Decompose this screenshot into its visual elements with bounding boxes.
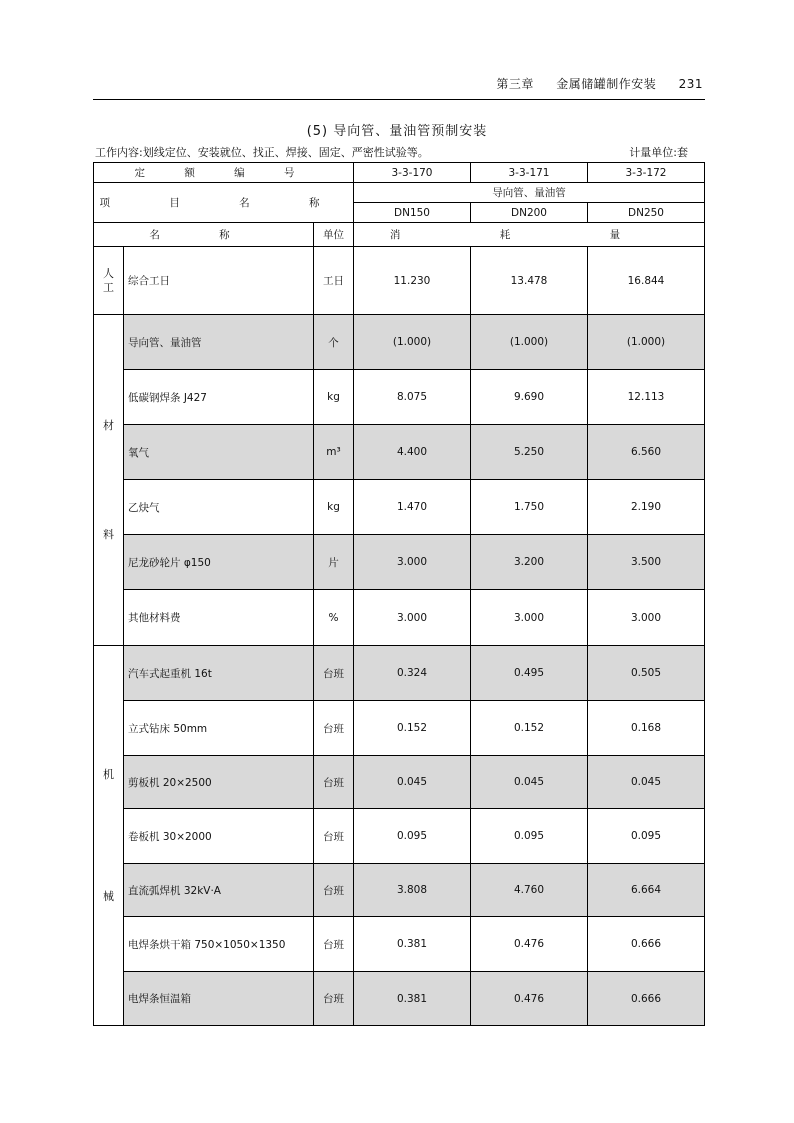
table-row <box>94 247 705 315</box>
table-row <box>94 701 705 756</box>
resource-unit: 台班 <box>314 646 354 701</box>
quota-code: 3-3-172 <box>588 163 705 183</box>
resource-name: 卷板机 30×2000 <box>124 809 314 864</box>
resource-value: 0.666 <box>588 917 705 972</box>
resource-value: 0.381 <box>354 917 471 972</box>
resource-value: 3.500 <box>588 535 705 590</box>
resource-name: 立式钻床 50mm <box>124 701 314 756</box>
resource-value: 12.113 <box>588 370 705 425</box>
resource-value: 0.095 <box>471 809 588 864</box>
resource-name: 剪板机 20×2500 <box>124 756 314 809</box>
resource-unit: 工日 <box>314 247 354 315</box>
resource-unit: 台班 <box>314 756 354 809</box>
chapter-number: 第三章 <box>496 77 534 91</box>
resource-value: 3.000 <box>354 590 471 646</box>
resource-value: 0.095 <box>588 809 705 864</box>
table-row <box>94 370 705 425</box>
table-row <box>94 480 705 535</box>
resource-value: 6.560 <box>588 425 705 480</box>
resource-value: 8.075 <box>354 370 471 425</box>
category-materials: 材 料 <box>94 315 124 646</box>
resource-unit: kg <box>314 370 354 425</box>
resource-value: 0.505 <box>588 646 705 701</box>
resource-value: 2.190 <box>588 480 705 535</box>
resource-value: 3.000 <box>471 590 588 646</box>
item-group: 导向管、量油管 <box>354 183 705 203</box>
resource-unit: % <box>314 590 354 646</box>
item-name-label: 项 目 名 称 <box>94 183 354 223</box>
work-content: 工作内容:划线定位、安装就位、找正、焊接、固定、严密性试验等。 <box>95 146 429 159</box>
resource-value: 9.690 <box>471 370 588 425</box>
table-row <box>94 972 705 1026</box>
resource-name: 直流弧焊机 32kV·A <box>124 864 314 917</box>
chapter-title: 金属储罐制作安装 <box>556 77 657 91</box>
resource-value: 1.470 <box>354 480 471 535</box>
resource-value: 0.045 <box>588 756 705 809</box>
resource-value: 0.152 <box>354 701 471 756</box>
item-group-row <box>94 183 705 203</box>
resource-name: 乙炔气 <box>124 480 314 535</box>
quota-code-row <box>94 163 705 183</box>
resource-unit: m³ <box>314 425 354 480</box>
resource-unit: 台班 <box>314 864 354 917</box>
table-row <box>94 590 705 646</box>
table-row <box>94 425 705 480</box>
resource-value: 0.152 <box>471 701 588 756</box>
resource-value: 3.808 <box>354 864 471 917</box>
resource-unit: kg <box>314 480 354 535</box>
resource-value: 0.381 <box>354 972 471 1026</box>
resource-value: 0.666 <box>588 972 705 1026</box>
quota-code-label: 定 额 编 号 <box>94 163 354 183</box>
resource-value: 0.095 <box>354 809 471 864</box>
resource-value: 0.045 <box>354 756 471 809</box>
resource-value: 3.200 <box>471 535 588 590</box>
resource-value: 0.476 <box>471 972 588 1026</box>
measurement-unit: 计量单位:套 <box>629 146 688 159</box>
resource-value: 16.844 <box>588 247 705 315</box>
table-row <box>94 535 705 590</box>
resource-value: 11.230 <box>354 247 471 315</box>
resource-value: (1.000) <box>471 315 588 370</box>
resource-unit: 台班 <box>314 917 354 972</box>
quota-code: 3-3-170 <box>354 163 471 183</box>
resource-value: 0.476 <box>471 917 588 972</box>
resource-value: 4.760 <box>471 864 588 917</box>
resource-value: 3.000 <box>354 535 471 590</box>
page-number: 231 <box>678 77 703 91</box>
quota-code: 3-3-171 <box>471 163 588 183</box>
resource-value: 0.495 <box>471 646 588 701</box>
resource-value: 6.664 <box>588 864 705 917</box>
resource-name: 其他材料费 <box>124 590 314 646</box>
resource-name: 低碳钢焊条 J427 <box>124 370 314 425</box>
resource-name: 氧气 <box>124 425 314 480</box>
resource-value: 13.478 <box>471 247 588 315</box>
column-header-name: 名 称 <box>94 223 314 247</box>
resource-value: 4.400 <box>354 425 471 480</box>
table-row <box>94 864 705 917</box>
spec: DN250 <box>588 203 705 223</box>
resource-unit: 台班 <box>314 809 354 864</box>
running-head <box>478 75 703 92</box>
column-header-row <box>94 223 705 247</box>
table-row <box>94 646 705 701</box>
resource-name: 综合工日 <box>124 247 314 315</box>
resource-value: (1.000) <box>588 315 705 370</box>
resource-name: 导向管、量油管 <box>124 315 314 370</box>
table-row <box>94 315 705 370</box>
category-machinery: 机 械 <box>94 646 124 1026</box>
resource-name: 尼龙砂轮片 φ150 <box>124 535 314 590</box>
table-row <box>94 809 705 864</box>
spec: DN150 <box>354 203 471 223</box>
resource-unit: 台班 <box>314 972 354 1026</box>
resource-unit: 片 <box>314 535 354 590</box>
resource-value: 5.250 <box>471 425 588 480</box>
resource-name: 电焊条烘干箱 750×1050×1350 <box>124 917 314 972</box>
column-header-consumption: 消 耗 量 <box>354 223 705 247</box>
resource-unit: 台班 <box>314 701 354 756</box>
resource-unit: 个 <box>314 315 354 370</box>
header-rule <box>93 99 705 100</box>
table-row <box>94 917 705 972</box>
category-labor: 人工 <box>94 247 124 315</box>
resource-value: (1.000) <box>354 315 471 370</box>
resource-value: 3.000 <box>588 590 705 646</box>
spec: DN200 <box>471 203 588 223</box>
resource-value: 1.750 <box>471 480 588 535</box>
resource-value: 0.168 <box>588 701 705 756</box>
column-header-unit: 单位 <box>314 223 354 247</box>
resource-name: 汽车式起重机 16t <box>124 646 314 701</box>
resource-value: 0.045 <box>471 756 588 809</box>
section-title: (5) 导向管、量油管预制安装 <box>306 124 488 139</box>
resource-name: 电焊条恒温箱 <box>124 972 314 1026</box>
table-row <box>94 756 705 809</box>
resource-value: 0.324 <box>354 646 471 701</box>
quota-table <box>93 162 705 1026</box>
